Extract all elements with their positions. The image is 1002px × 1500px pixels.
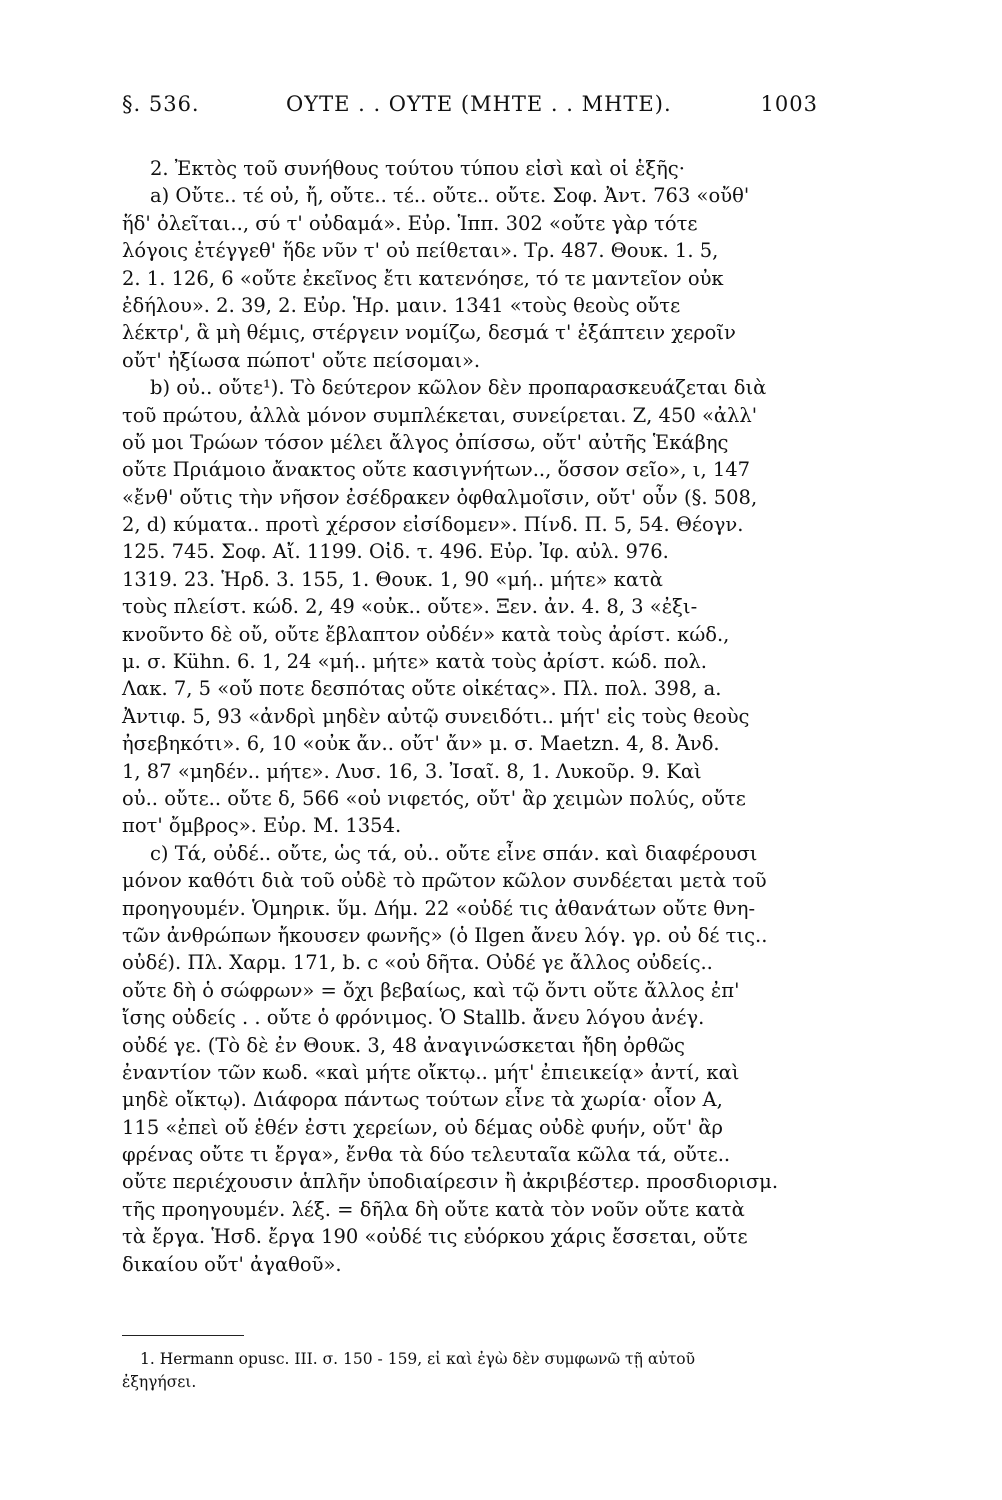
text-line: οὔ μοι Τρώων τόσον μέλει ἄλγος ὀπίσσω, οὔτ' αὐτῆς Ἑκάβης (122, 430, 729, 454)
text-line: τὰ ἔργα. Ἡσδ. ἔργα 190 «οὐδέ τις εὐόρκου χάρις ἔσσεται, οὔτε (122, 1225, 748, 1249)
text-line: οὔτε Πριάμοιο ἄνακτος οὔτε κασιγνήτων.., ὅσσον σεῖο», ι, 147 (122, 458, 751, 482)
text-line: φρένας οὔτε τι ἔργα», ἔνθα τὰ δύο τελευταῖα κῶλα τά, οὔτε.. (122, 1143, 731, 1167)
text-line: λόγοις ἐτέγγεθ' ἥδε νῦν τ' οὐ πείθεται». Τρ. 487. Θουκ. 1. 5, (122, 239, 719, 263)
text-line: οὐδέ). Πλ. Χαρμ. 171, b. c «οὐ δῆτα. Οὐδέ γε ἄλλος οὐδείς.. (122, 951, 713, 975)
text-line: οὔτε περιέχουσιν ἁπλῆν ὑποδιαίρεσιν ἢ ἀκριβέστερ. προσδιορισμ. (122, 1170, 779, 1194)
text-line: ἥδ' ὀλεῖται.., σύ τ' οὐδαμά». Εὐρ. Ἱππ. 302 «οὔτε γὰρ τότε (122, 211, 698, 235)
footnote-line: 1. Hermann opusc. III. σ. 150 - 159, εἰ καὶ ἐγὼ δὲν συμφωνῶ τῇ αὐτοῦ (140, 1350, 696, 1368)
text-line: κνοῦντο δὲ οὔ, οὔτε ἔβλαπτον οὐδέν» κατὰ τοὺς ἀρίστ. κώδ., (122, 622, 730, 646)
section-number: §. 536. (122, 92, 200, 116)
text-line: οὔτε δὴ ὁ σώφρων» = ὄχι βεβαίως, καὶ τῷ ὄντι οὔτε ἄλλος ἐπ' (122, 978, 740, 1002)
text-line: οὐ.. οὔτε.. οὔτε δ, 566 «οὐ νιφετός, οὔτ' ἂρ χειμὼν πολύς, οὔτε (122, 786, 746, 810)
footnote-line: ἐξηγήσει. (122, 1373, 197, 1391)
text-line: Λακ. 7, 5 «οὔ ποτε δεσπότας οὔτε οἰκέτας». Πλ. πολ. 398, a. (122, 677, 722, 701)
text-line: a) Οὔτε.. τέ οὐ, ἤ, οὔτε.. τέ.. οὔτε.. οὔτε. Σοφ. Ἀντ. 763 «οὔθ' (150, 184, 750, 208)
text-line: οὐδέ γε. (Τὸ δὲ ἐν Θουκ. 3, 48 ἀναγινώσκεται ἤδη ὀρθῶς (122, 1033, 685, 1057)
text-line: 1, 87 «μηδέν.. μήτε». Λυσ. 16, 3. Ἰσαῖ. 8, 1. Λυκοῦρ. 9. Καὶ (122, 759, 702, 783)
text-line: μηδὲ οἴκτῳ). Διάφορα πάντως τούτων εἶνε τὰ χωρία· οἷον Α, (122, 1088, 723, 1112)
text-line: λέκτρ', ἃ μὴ θέμις, στέργειν νομίζω, δεσμά τ' ἐξάπτειν χεροῖν (122, 321, 736, 345)
text-line: 2. 1. 126, 6 «οὔτε ἐκεῖνος ἔτι κατενόησε, τό τε μαντεῖον οὐκ (122, 266, 724, 290)
text-line: 115 «ἐπεὶ οὔ ἑθέν ἐστι χερείων, οὐ δέμας οὐδὲ φυήν, οὔτ' ἂρ (122, 1115, 724, 1139)
text-line: 2, d) κύματα.. προτὶ χέρσον εἰσίδομεν». Πίνδ. Π. 5, 54. Θέογν. (122, 513, 744, 537)
footnote (122, 1348, 820, 1394)
text-line: «ἔνθ' οὔτις τὴν νῆσον ἐσέδρακεν ὀφθαλμοῖσιν, οὔτ' οὖν (§. 508, (122, 485, 758, 509)
text-line: b) οὐ.. οὔτε¹). Τὸ δεύτερον κῶλον δὲν προπαρασκευάζεται διὰ (150, 376, 767, 400)
text-line: 125. 745. Σοφ. Αἴ. 1199. Οἰδ. τ. 496. Εὐρ. Ἰφ. αὐλ. 976. (122, 540, 669, 564)
text-line: δικαίου οὔτ' ἀγαθοῦ». (122, 1252, 342, 1276)
text-line: τῶν ἀνθρώπων ἤκουσεν φωνῆς» (ὁ Ilgen ἄνευ λόγ. γρ. οὐ δέ τις.. (122, 923, 768, 947)
text-line: ἴσης οὐδείς . . οὔτε ὁ φρόνιμος. Ὁ Stallb. ἄνευ λόγου ἀνέγ. (122, 1006, 705, 1030)
text-line: ἠσεβηκότι». 6, 10 «οὐκ ἄν.. οὔτ' ἄν» μ. σ. Maetzn. 4, 8. Ἀνδ. (122, 732, 720, 756)
text-line: 1319. 23. Ἡρδ. 3. 155, 1. Θουκ. 1, 90 «μή.. μήτε» κατὰ (122, 567, 663, 591)
text-line: ἐναντίον τῶν κωδ. «καὶ μήτε οἴκτῳ.. μήτ' ἐπιεικείᾳ» ἀντί, καὶ (122, 1060, 740, 1084)
text-line: τοὺς πλείστ. κώδ. 2, 49 «οὐκ.. οὔτε». Ξεν. ἀν. 4. 8, 3 «ἐξι- (122, 595, 698, 619)
text-line: οὔτ' ἠξίωσα πώποτ' οὔτε πείσομαι». (122, 348, 481, 372)
text-line: προηγουμέν. Ὁμηρικ. ὕμ. Δήμ. 22 «οὐδέ τις ἀθανάτων οὔτε θνη- (122, 896, 756, 920)
text-line: τῆς προηγουμέν. λέξ. = δῆλα δὴ οὔτε κατὰ τὸν νοῦν οὔτε κατὰ (122, 1197, 745, 1221)
text-line: 2. Ἐκτὸς τοῦ συνήθους τούτου τύπου εἰσὶ καὶ οἱ ἑξῆς· (150, 157, 685, 180)
text-line: ποτ' ὄμβρος». Εὐρ. Μ. 1354. (122, 814, 402, 838)
text-line: τοῦ πρώτου, ἀλλὰ μόνον συμπλέκεται, συνείρεται. Ζ, 450 «ἀλλ' (122, 403, 758, 427)
text-line: Ἀντιφ. 5, 93 «ἀνδρὶ μηδὲν αὐτῷ συνειδότι.. μήτ' εἰς τοὺς θεοὺς (122, 704, 750, 728)
running-title: ΟΥΤΕ . . ΟΥΤΕ (ΜΗΤΕ . . ΜΗΤΕ). (286, 92, 672, 116)
footnote-divider (122, 1335, 244, 1336)
text-line: μόνον καθότι διὰ τοῦ οὐδὲ τὸ πρῶτον κῶλον συνδέεται μετὰ τοῦ (122, 869, 767, 893)
running-header (122, 92, 818, 126)
page-number: 1003 (760, 92, 818, 116)
text-line: μ. σ. Kühn. 6. 1, 24 «μή.. μήτε» κατὰ τοὺς ἀρίστ. κώδ. πολ. (122, 650, 707, 674)
main-text (122, 155, 822, 1278)
text-line: c) Τά, οὐδέ.. οὔτε, ὡς τά, οὐ.. οὔτε εἶνε σπάν. καὶ διαφέρουσι (150, 841, 758, 865)
text-line: ἐδήλου». 2. 39, 2. Εὐρ. Ἡρ. μαιν. 1341 «τοὺς θεοὺς οὔτε (122, 293, 681, 317)
